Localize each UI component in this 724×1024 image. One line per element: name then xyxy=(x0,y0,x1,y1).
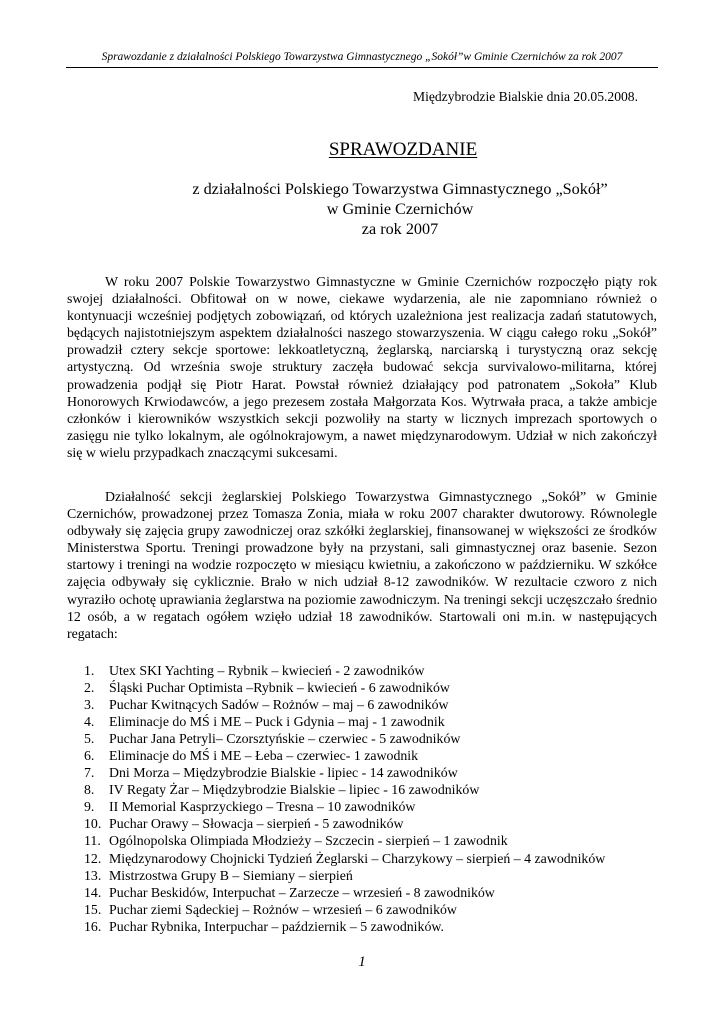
list-item-text: IV Regaty Żar – Międzybrodzie Bialskie – lipiec - 16 zawodników xyxy=(109,782,480,798)
list-item-number: 4. xyxy=(84,714,95,730)
list-item-text: Puchar Orawy – Słowacja – sierpień - 5 zawodników xyxy=(109,816,404,832)
list-item-text: Utex SKI Yachting – Rybnik – kwiecień - 2 zawodników xyxy=(109,663,425,678)
list-item xyxy=(84,901,605,918)
list-item xyxy=(84,662,605,679)
list-item xyxy=(84,850,605,867)
list-item xyxy=(84,696,605,713)
document-subtitle xyxy=(150,179,650,239)
list-item xyxy=(84,679,605,696)
list-item-number: 14. xyxy=(84,884,102,900)
paragraph-sailing-section: Działalność sekcji żeglarskiej Polskiego Towarzystwa Gimnastycznego „Sokół” w Gminie Czernichów, prowadzonej przez Tomasza Zonia, miała w roku 2007 charakter dwutorowy. Równolegle odbywały się zajęcia grupy zawodniczej oraz szkółki żeglarskiej, finansowanej w większości ze środków Ministerstwa Sportu. Treningi prowadzone były na przystani, sali gimnastycznej oraz basenie. Sezon startowy i treningi na wodzie rozpoczęto w miesiącu kwietniu, a zakończono w październiku. W szkółce zajęcia odbywały się cyklicznie. Brało w nich udział 8-12 zawodników. W rezultacie czworo z nich wyraziło ochotę uprawiania żeglarstwa na poziomie zawodniczym. Na treningi sekcji uczęszczało średnio 12 osób, a w regatach ogółem wzięło udział 18 zawodników. Startowali oni m.in. w następujących regatach: xyxy=(67,489,657,641)
page-number: 1 xyxy=(358,954,366,970)
paragraph-intro: W roku 2007 Polskie Towarzystwo Gimnastyczne w Gminie Czernichów rozpoczęło piąty rok swojej działalności. Obfitował on w nowe, ciekawe wydarzenia, ale nie zapomniano również o kontynuacji wcześniej podjętych zobowiązań, od których uzależniona jest realizacja zadań statutowych, będących najistotniejszym aspektem działalności naszego stowarzyszenia. W ciągu całego roku „Sokół” prowadził cztery sekcje sportowe: lekkoatletyczną, żeglarską, narciarską i turystyczną oraz sekcję artystyczną. Od września swoje struktury zaczęła budować sekcja survivalowo-militarna, której prowadzenia podjął się Piotr Harat. Powstał również działający pod patronatem „Sokoła” Klub Honorowych Krwiodawców, a jego prezesem została Małgorzata Kos. Wytrwała praca, a także ambicje członków i kierowników wszystkich sekcji pozwoliły na starty w licznych imprezach sportowych o zasięgu nie tylko lokalnym, ale ogólnokrajowym, a nawet międzynarodowym. Udział w nich zakończył się w wielu przypadkach znaczącymi sukcesami. xyxy=(67,274,657,460)
list-item-text: Ogólnopolska Olimpiada Młodzieży – Szczecin - sierpień – 1 zawodnik xyxy=(109,833,508,849)
document-title-text: SPRAWOZDANIE xyxy=(328,139,478,160)
list-item-number: 2. xyxy=(84,680,95,696)
list-item-number: 16. xyxy=(84,918,102,934)
list-item-text: Dni Morza – Międzybrodzie Bialskie - lipiec - 14 zawodników xyxy=(109,765,458,781)
list-item-number: 10. xyxy=(84,816,102,832)
list-item-number: 11. xyxy=(84,833,101,849)
list-item xyxy=(84,867,605,884)
list-item xyxy=(84,798,605,815)
list-item-number: 13. xyxy=(84,867,102,883)
subtitle-line-1: z działalności Polskiego Towarzystwa Gimnastycznego „Sokół” xyxy=(192,180,608,198)
list-item xyxy=(84,815,605,832)
list-item-text: Puchar Kwitnących Sadów – Rożnów – maj – 6 zawodników xyxy=(109,697,449,713)
list-item-number: 8. xyxy=(84,782,95,798)
header-rule xyxy=(66,67,658,68)
subtitle-line-2: w Gminie Czernichów xyxy=(326,200,474,218)
regatta-list xyxy=(84,662,605,935)
list-item xyxy=(84,832,605,849)
document-title xyxy=(0,139,724,161)
list-item-number: 3. xyxy=(84,697,95,713)
list-item xyxy=(84,884,605,901)
list-item-text: Śląski Puchar Optimista –Rybnik – kwiecień - 6 zawodników xyxy=(109,680,450,696)
list-item-number: 7. xyxy=(84,765,95,781)
list-item xyxy=(84,764,605,781)
list-item-number: 15. xyxy=(84,901,102,917)
date-line: Międzybrodzie Bialskie dnia 20.05.2008. xyxy=(412,89,638,104)
list-item-text: Eliminacje do MŚ i ME – Łeba – czerwiec- 1 zawodnik xyxy=(109,748,419,764)
running-header: Sprawozdanie z działalności Polskiego Towarzystwa Gimnastycznego „Sokół”w Gminie Czernichów za rok 2007 xyxy=(101,51,623,63)
list-item-text: Puchar Jana Petryli– Czorsztyńskie – czerwiec - 5 zawodników xyxy=(109,731,461,747)
list-item-text: Międzynarodowy Chojnicki Tydzień Żeglarski – Charzykowy – sierpień – 4 zawodników xyxy=(109,850,606,866)
list-item-text: II Memorial Kasprzyckiego – Tresna – 10 zawodników xyxy=(109,799,416,815)
list-item xyxy=(84,747,605,764)
list-item-number: 12. xyxy=(84,850,102,866)
list-item-number: 9. xyxy=(84,799,95,815)
list-item-text: Mistrzostwa Grupy B – Siemiany – sierpień xyxy=(109,867,353,883)
list-item-number: 6. xyxy=(84,748,95,764)
list-item xyxy=(84,781,605,798)
list-item xyxy=(84,730,605,747)
subtitle-line-3: za rok 2007 xyxy=(361,220,439,238)
list-item-number: 1. xyxy=(84,663,95,678)
list-item xyxy=(84,918,605,935)
list-item xyxy=(84,713,605,730)
list-item-text: Puchar Beskidów, Interpuchat – Zarzecze – wrzesień - 8 zawodników xyxy=(109,884,495,900)
list-item-text: Puchar ziemi Sądeckiej – Rożnów – wrzesień – 6 zawodników xyxy=(109,901,457,917)
list-item-text: Puchar Rybnika, Interpuchar – październik – 5 zawodników. xyxy=(109,918,444,934)
list-item-number: 5. xyxy=(84,731,95,747)
list-item-text: Eliminacje do MŚ i ME – Puck i Gdynia – maj - 1 zawodnik xyxy=(109,714,445,730)
